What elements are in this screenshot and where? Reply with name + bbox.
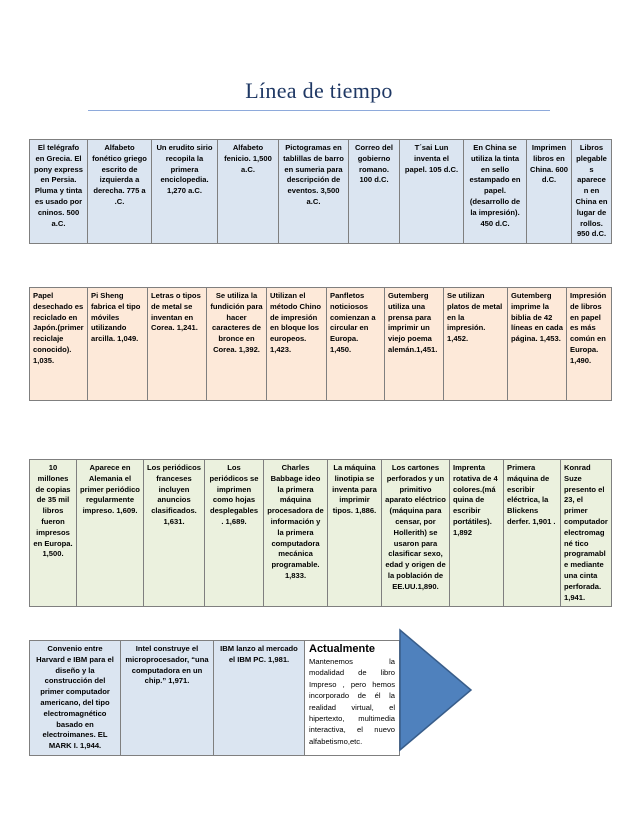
timeline-event: Alfabeto fonético griego escrito de izquierda a derecha. 775 a .C.	[88, 140, 152, 244]
timeline-event: Convenio entre Harvard e IBM para el diseño y la construcción del primer computador americano, del tipo electromagnético basado en electroimanes. EL MARK I. 1,944.	[30, 641, 121, 756]
timeline-event: Se utiliza la fundición para hacer caracteres de bronce en Corea. 1,392.	[207, 288, 267, 401]
timeline-row-antiquity	[29, 139, 612, 244]
timeline-event: Utilizan el método Chino de impresión en bloque los europeos. 1,423.	[267, 288, 327, 401]
timeline-event: Los periódicos se imprimen como hojas desplegables . 1,689.	[205, 460, 264, 607]
timeline-row-modern	[29, 459, 612, 607]
timeline-row-contemporary	[29, 640, 400, 756]
timeline-event: Los cartones perforados y un primitivo aparato eléctrico (máquina para censar, por Hollerith) se usaron para clasificar sexo, edad y origen de la población de EE.UU.1,890.	[382, 460, 450, 607]
timeline-event: Los periódicos franceses incluyen anuncios clasificados. 1,631.	[144, 460, 205, 607]
title-underline	[88, 110, 550, 111]
timeline-event: Papel desechado es reciclado en Japón.(primer reciclaje conocido). 1,035.	[30, 288, 88, 401]
timeline-event: Letras o tipos de metal se inventan en Corea. 1,241.	[148, 288, 207, 401]
actualmente-box	[305, 641, 400, 756]
arrow-shape	[398, 628, 473, 752]
timeline-row-middle-ages	[29, 287, 612, 401]
timeline-event: El telégrafo en Grecia. El pony express en Persia. Pluma y tinta es usado por cninos. 500 a.C.	[30, 140, 88, 244]
timeline-event: Konrad Suze presento el 23, el primer computador electromagné tico programable mediante una cinta perforada. 1,941.	[561, 460, 612, 607]
timeline-event: Libros plegables aparecen en China en lugar de rollos. 950 d.C.	[572, 140, 612, 244]
timeline-event: En China se utiliza la tinta en sello estampado en papel. (desarrollo de la impresión). 450 d.C.	[464, 140, 527, 244]
timeline-event: IBM lanzo al mercado el IBM PC. 1,981.	[214, 641, 305, 756]
timeline-event: Impresión de libros en papel es más común en Europa. 1,490.	[567, 288, 612, 401]
page-title: Línea de tiempo	[245, 78, 393, 103]
timeline-event: 10 millones de copias de 35 mil libros fueron impresos en Europa. 1,500.	[30, 460, 77, 607]
arrow-polygon	[400, 630, 471, 750]
timeline-event: Charles Babbage ideo la primera máquina procesadora de información y la primera computadora mecánica programable. 1,833.	[264, 460, 328, 607]
timeline-event: Imprenta rotativa de 4 colores.(má quina de escribir portátiles). 1,892	[450, 460, 504, 607]
timeline-event: Alfabeto fenicio. 1,500 a.C.	[218, 140, 279, 244]
timeline-event: Gutemberg utiliza una prensa para imprimir un viejo poema alemán.1,451.	[385, 288, 444, 401]
timeline-event: Gutemberg imprime la biblia de 42 líneas en cada página. 1,453.	[508, 288, 567, 401]
timeline-event: Correo del gobierno romano. 100 d.C.	[349, 140, 400, 244]
timeline-event: Primera máquina de escribir eléctrica, la Blickens derfer. 1,901 .	[504, 460, 561, 607]
timeline-event: Pictogramas en tablillas de barro en sumeria para descripción de eventos. 3,500 a.C.	[279, 140, 349, 244]
timeline-event: Se utilizan platos de metal en la impresión. 1,452.	[444, 288, 508, 401]
timeline-event: Panfletos noticiosos comienzan a circular en Europa. 1,450.	[327, 288, 385, 401]
actualmente-heading: Actualmente	[309, 643, 376, 655]
timeline-event: La máquina linotipia se inventa para imprimir tipos. 1,886.	[328, 460, 382, 607]
timeline-event: Un erudito sirio recopila la primera enciclopedia. 1,270 a.C.	[152, 140, 218, 244]
timeline-event: Aparece en Alemania el primer periódico regularmente impreso. 1,609.	[77, 460, 144, 607]
actualmente-text: Mantenemos la modalidad de libro Impreso , pero hemos incorporado de él la realidad virtual, el hipertexto, multimedia interactiva, el nuevo alfabetismo,etc.	[309, 657, 395, 746]
timeline-event: Pi Sheng fabrica el tipo móviles utilizando arcilla. 1,049.	[88, 288, 148, 401]
timeline-event: Intel construye el microprocesador, “una computadora en un chip.” 1,971.	[121, 641, 214, 756]
timeline-event: Imprimen libros en China. 600 d.C.	[527, 140, 572, 244]
timeline-event: T´sai Lun inventa el papel. 105 d.C.	[400, 140, 464, 244]
